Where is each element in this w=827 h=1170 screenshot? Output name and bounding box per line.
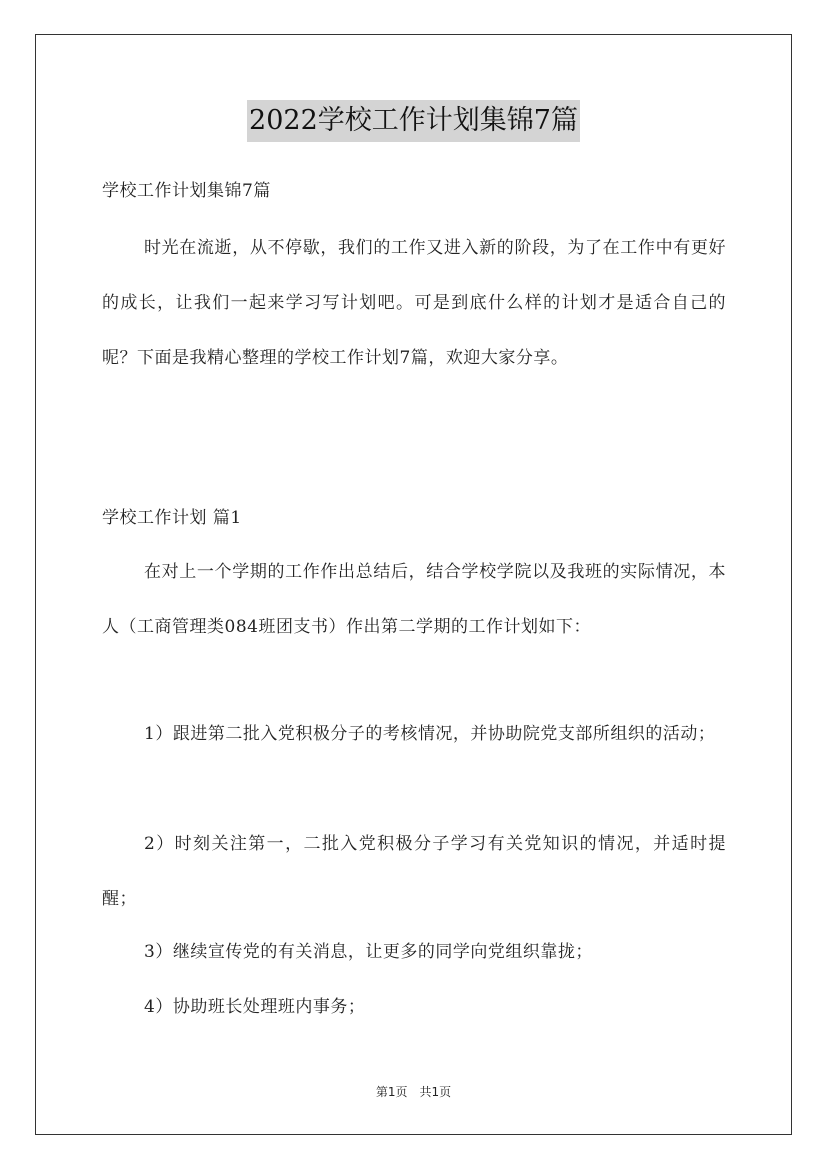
list-item: 1）跟进第二批入党积极分子的考核情况，并协助院党支部所组织的活动； [144, 724, 716, 744]
page-footer: 第1页 共1页 [375, 1085, 452, 1099]
title-container [0, 100, 827, 142]
document-title: 2022学校工作计划集锦7篇 [247, 100, 580, 142]
list-item: 4）协助班长处理班内事务； [144, 997, 366, 1017]
list-item: 2）时刻关注第一，二批入党积极分子学习有关党知识的情况，并适时提醒； [102, 834, 726, 909]
intro-paragraph: 时光在流逝，从不停歇，我们的工作又进入新的阶段，为了在工作中有更好的成长，让我们一起来学习写计划吧。可是到底什么样的计划才是适合自己的呢？下面是我精心整理的学校工作计划7篇，欢迎大家分享。 [102, 238, 726, 368]
section-heading: 学校工作计划 篇1 [102, 508, 242, 528]
list-item: 3）继续宣传党的有关消息，让更多的同学向党组织靠拢； [144, 942, 593, 962]
section-intro-paragraph: 在对上一个学期的工作作出总结后，结合学校学院以及我班的实际情况，本人（工商管理类084班团支书）作出第二学期的工作计划如下： [102, 562, 726, 637]
document-subtitle: 学校工作计划集锦7篇 [102, 181, 271, 201]
